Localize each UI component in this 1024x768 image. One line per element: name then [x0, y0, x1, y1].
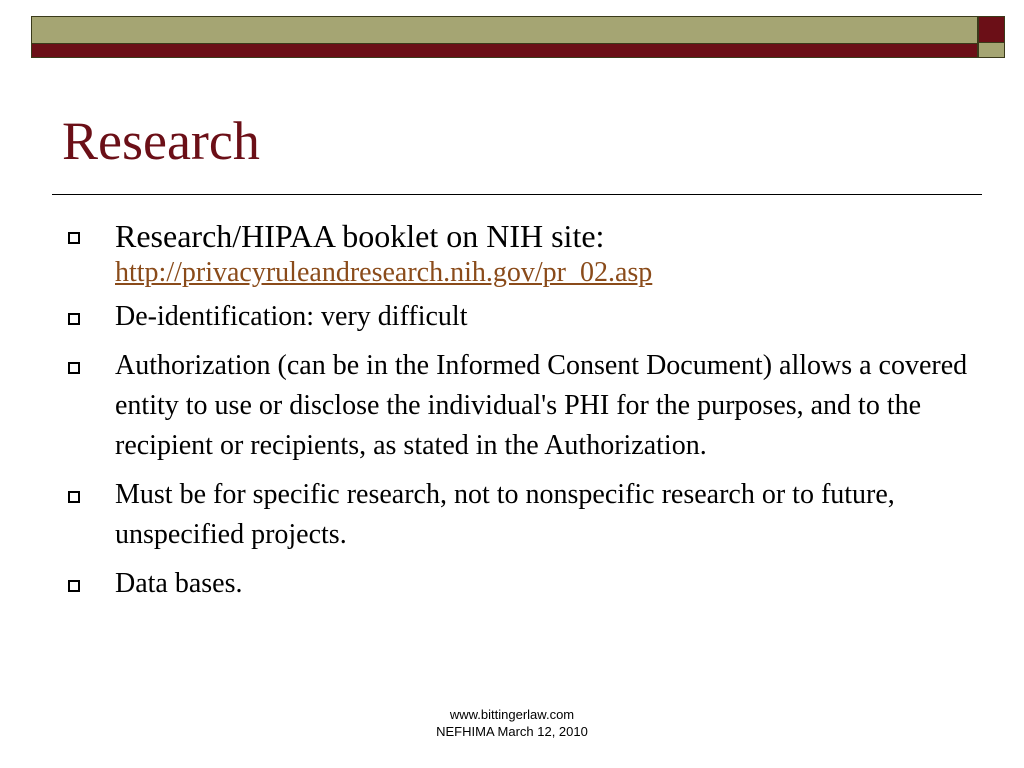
footer-website: www.bittingerlaw.com: [449, 707, 575, 722]
bullet-text: Data bases.: [115, 568, 243, 599]
list-item: [62, 475, 972, 555]
bullet-list: [62, 214, 972, 604]
slide-title: Research: [62, 111, 260, 171]
bullet-text: De-identification: very difficult: [115, 301, 468, 332]
list-item: [62, 214, 972, 288]
bullet-text: Must be for specific research, not to nonspecific research or to future, unspecified projects.: [115, 479, 895, 550]
square-bullet-icon: [68, 313, 80, 325]
square-bullet-icon: [68, 491, 80, 503]
list-item: [62, 297, 972, 337]
square-bullet-icon: [68, 580, 80, 592]
square-bullet-icon: [68, 232, 80, 244]
bullet-text: Research/HIPAA booklet on NIH site:: [115, 218, 605, 254]
slide-footer: [362, 706, 662, 740]
bullet-text: Authorization (can be in the Informed Consent Document) allows a covered entity to use or disclose the individual's PHI for the purposes, and to the recipient or recipients, as stated in the Authorization.: [115, 350, 968, 461]
list-item: [62, 346, 972, 466]
list-item: [62, 564, 972, 604]
corner-square-olive: [978, 42, 1005, 58]
footer-event: NEFHIMA March 12, 2010: [436, 724, 588, 739]
header-olive-band: [32, 17, 977, 44]
square-bullet-icon: [68, 362, 80, 374]
header-decoration-bar: [31, 16, 978, 58]
header-maroon-band: [32, 44, 977, 58]
nih-booklet-link[interactable]: http://privacyruleandresearch.nih.gov/pr_02.asp: [115, 257, 653, 288]
title-divider: [52, 194, 982, 195]
corner-square-maroon: [978, 16, 1005, 43]
